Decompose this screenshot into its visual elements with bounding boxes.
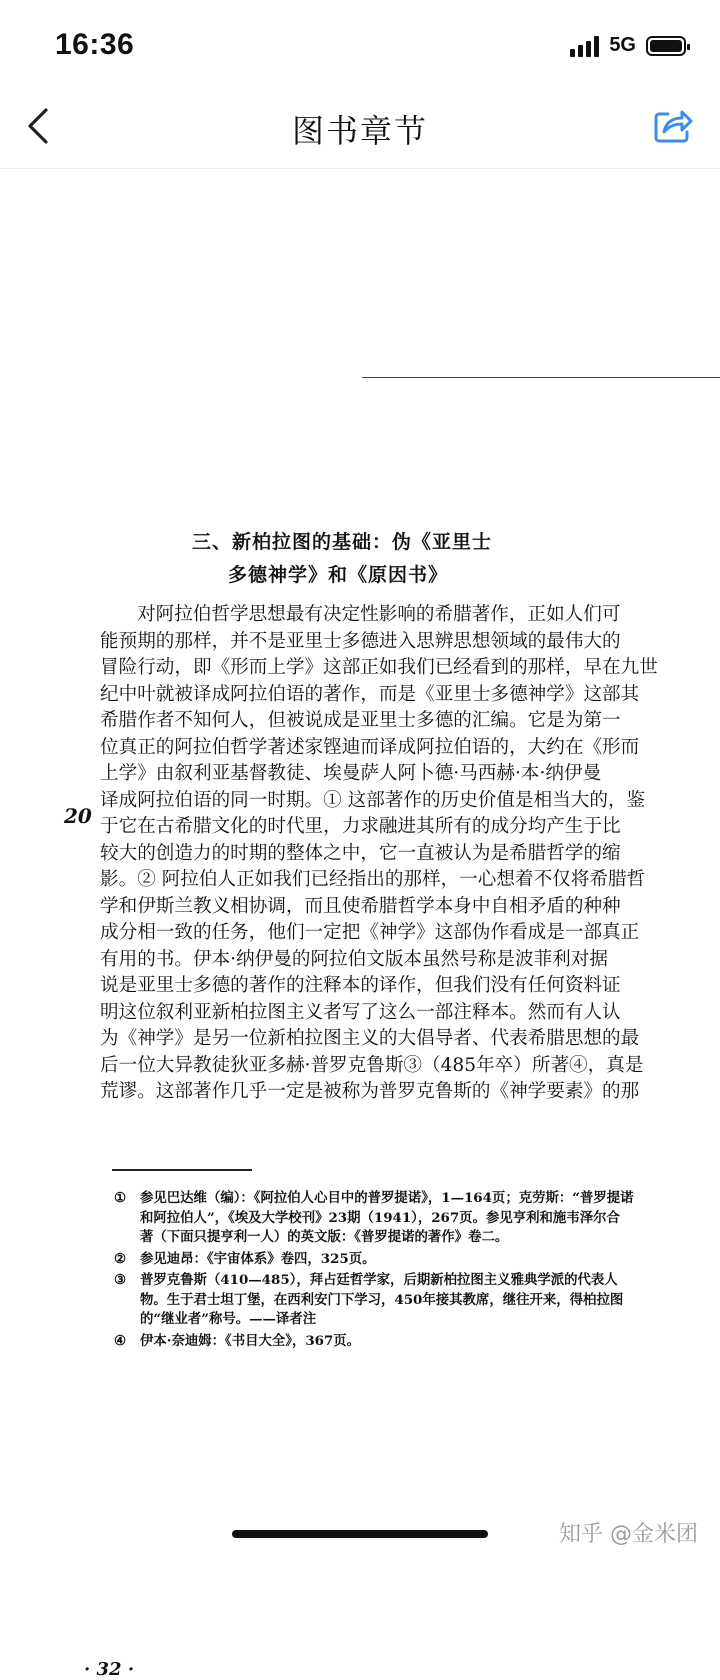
footnote-line: 普罗克鲁斯（410—485），拜占廷哲学家，后期新柏拉图主义雅典学派的代表人 [140, 1272, 618, 1288]
footnote-line: 著（下面只提亨利一人）的英文版：《普罗提诺的著作》卷二。 [140, 1229, 509, 1245]
body-line: 学和伊斯兰教义相协调，而且使希腊哲学本身中自相矛盾的种种 [100, 895, 621, 917]
body-line: 译成阿拉伯语的同一时期。① 这部著作的历史价值是相当大的，鉴 [100, 789, 646, 811]
footnote-mark: ④ [114, 1332, 127, 1349]
body-line: 于它在古希腊文化的时代里，力求融进其所有的成分均产生于比 [100, 816, 621, 837]
share-button[interactable] [652, 104, 694, 146]
page-title: 图书章节 [291, 112, 428, 150]
section-heading-line-1: 三、新柏拉图的基础：伪《亚里士 [191, 531, 492, 553]
watermark: 知乎 @金米团 [559, 1522, 698, 1547]
footnote-divider [112, 1169, 252, 1171]
footnote-line: 的“继业者”称号。——译者注 [140, 1311, 317, 1327]
section-heading-line-2: 多德神学》和《原因书》 [227, 564, 448, 586]
footnote [114, 1250, 654, 1270]
body-line: 希腊作者不知何人，但被说成是亚里士多德的汇编。它是为第一 [100, 710, 621, 731]
network-type: 5G [609, 34, 636, 56]
page-number: · 32 · [84, 1659, 135, 1680]
body-line: 影。② 阿拉伯人正如我们已经指出的那样，一心想着不仅将希腊哲 [100, 869, 646, 890]
body-line: 为《神学》是另一位新柏拉图主义的大倡导者、代表希腊思想的最 [100, 1028, 640, 1049]
divider [362, 377, 720, 378]
book-page [0, 169, 720, 1680]
body-text [100, 602, 658, 1106]
body-line: 荒谬。这部著作几乎一定是被称为普罗克鲁斯的《神学要素》的那 [100, 1081, 640, 1102]
footnote-line: 物。生于君士坦丁堡，在西利安门下学习，450年接其教席，继往开来，得柏拉图 [140, 1291, 624, 1308]
body-line: 上学》由叙利亚基督教徒、埃曼萨人阿卜德·马西赫·本·纳伊曼 [100, 763, 602, 784]
body-line: 位真正的阿拉伯哲学著述家铿迪而译成阿拉伯语的，大约在《形而 [100, 736, 640, 758]
footnote-mark: ③ [114, 1272, 127, 1288]
footnote [114, 1271, 654, 1330]
body-line: 能预期的那样，并不是亚里士多德进入思辨思想领域的最伟大的 [100, 630, 621, 652]
body-line: 后一位大异教徒狄亚多赫·普罗克鲁斯③（485年卒）所著④，真是 [100, 1054, 644, 1076]
body-line: 冒险行动，即《形而上学》这部正如我们已经看到的那样，早在九世 [100, 657, 658, 678]
home-indicator[interactable] [232, 1530, 488, 1538]
footnote-line: 参见迪昂：《宇宙体系》卷四，325页。 [140, 1250, 376, 1267]
body-line: 纪中叶就被译成阿拉伯语的著作，而是《亚里士多德神学》这部其 [100, 683, 640, 705]
signal-icon [570, 35, 599, 57]
body-line: 说是亚里士多德的著作的注释本的译作，但我们没有任何资料证 [100, 975, 621, 996]
margin-number: 20 [64, 804, 92, 828]
footnote-mark: ① [114, 1190, 127, 1206]
footnote [114, 1189, 654, 1248]
footnote [114, 1332, 654, 1352]
nav-bar [0, 90, 720, 169]
footnote-line: 伊本·奈迪姆：《书目大全》，367页。 [140, 1332, 361, 1349]
battery-icon [646, 36, 686, 56]
body-line: 对阿拉伯哲学思想最有决定性影响的希腊著作，正如人们可 [137, 604, 621, 625]
body-line: 成分相一致的任务，他们一定把《神学》这部伪作看成是一部真正 [100, 922, 640, 943]
body-line: 有用的书。伊本·纳伊曼的阿拉伯文版本虽然号称是波菲利对据 [100, 948, 608, 970]
body-line: 明这位叙利亚新柏拉图主义者写了这么一部注释本。然而有人认 [100, 1001, 621, 1023]
share-icon [652, 104, 694, 146]
footnote-line: 参见巴达维（编）：《阿拉伯人心目中的普罗提诺》，1—164页；克劳斯：“普罗提诺 [140, 1190, 634, 1206]
footnotes [114, 1189, 654, 1351]
footnote-mark: ② [114, 1250, 127, 1267]
status-bar [0, 0, 720, 90]
footnote-line: 和阿拉伯人”，《埃及大学校刊》23期（1941），267页。参见亨利和施韦泽尔合 [140, 1209, 620, 1226]
body-line: 较大的创造力的时期的整体之中，它一直被认为是希腊哲学的缩 [100, 842, 621, 864]
status-time: 16:36 [55, 28, 135, 61]
status-indicators [570, 34, 686, 57]
